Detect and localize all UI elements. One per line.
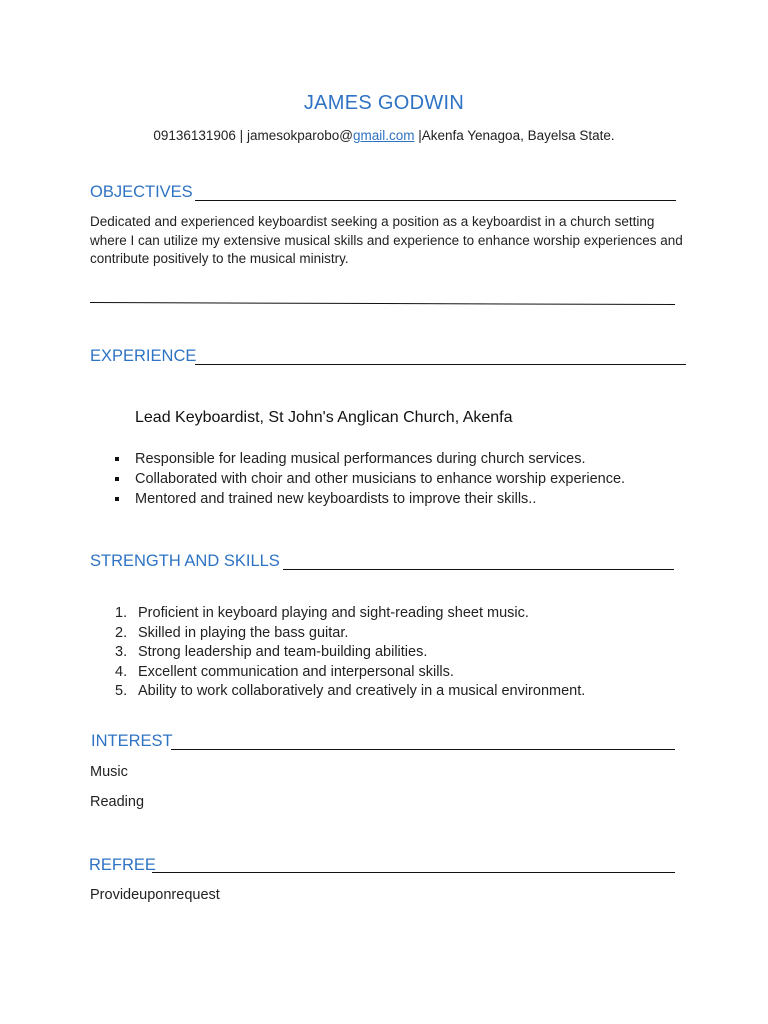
referee-text: Provideuponrequest bbox=[90, 887, 220, 903]
interest-heading-rule bbox=[171, 749, 675, 750]
bullet-square-icon bbox=[115, 477, 119, 481]
list-item: 5. Ability to work collaboratively and creatively in a musical environment. bbox=[115, 683, 586, 699]
experience-heading-rule bbox=[195, 364, 686, 365]
referee-heading-rule bbox=[152, 872, 675, 873]
list-item: 4. Excellent communication and interpersonal skills. bbox=[115, 663, 454, 680]
interest-item-reading: Reading bbox=[90, 794, 145, 810]
bullet-square-icon bbox=[115, 497, 119, 501]
list-item: Responsible for leading musical performances during church services. bbox=[112, 450, 625, 470]
list-item: 2. Skilled in playing the bass guitar. bbox=[115, 624, 349, 641]
skills-list bbox=[112, 604, 585, 702]
list-item: 3. Strong leadership and team-building abilities. bbox=[115, 644, 428, 660]
list-item: Collaborated with choir and other musicians to enhance worship experience. bbox=[112, 470, 625, 490]
skills-heading: STRENGTH AND SKILLS bbox=[90, 552, 280, 570]
skills-heading-rule bbox=[283, 569, 674, 570]
interest-item-music: Music bbox=[90, 764, 128, 780]
email-domain-link[interactable]: gmail.com bbox=[352, 128, 415, 143]
contact-address: |Akenfa Yenagoa, Bayelsa State. bbox=[414, 128, 615, 143]
list-item: 1. Proficient in keyboard playing and sight-reading sheet music. bbox=[115, 605, 529, 621]
section-divider bbox=[90, 302, 675, 305]
objectives-heading: OBJECTIVES bbox=[90, 183, 193, 201]
experience-bullets bbox=[112, 450, 625, 509]
contact-line bbox=[0, 128, 768, 143]
contact-phone-email: 09136131906 | jamesokparobo@ bbox=[153, 128, 353, 143]
bullet-square-icon bbox=[115, 457, 119, 461]
objectives-heading-rule bbox=[195, 200, 676, 201]
interest-heading: INTEREST bbox=[91, 732, 173, 750]
objectives-text: Dedicated and experienced keyboardist seeking a position as a keyboardist in a church setting where I can utilize my extensive musical skills and experience to enhance worship experiences and contribute positively to the musical ministry. bbox=[90, 214, 683, 266]
referee-heading: REFREE bbox=[89, 856, 156, 874]
list-item: Mentored and trained new keyboardists to improve their skills.. bbox=[112, 490, 625, 510]
experience-heading: EXPERIENCE bbox=[90, 347, 197, 365]
resume-name: JAMES GODWIN bbox=[303, 92, 465, 114]
job-title: Lead Keyboardist, St John's Anglican Church, Akenfa bbox=[135, 409, 513, 426]
